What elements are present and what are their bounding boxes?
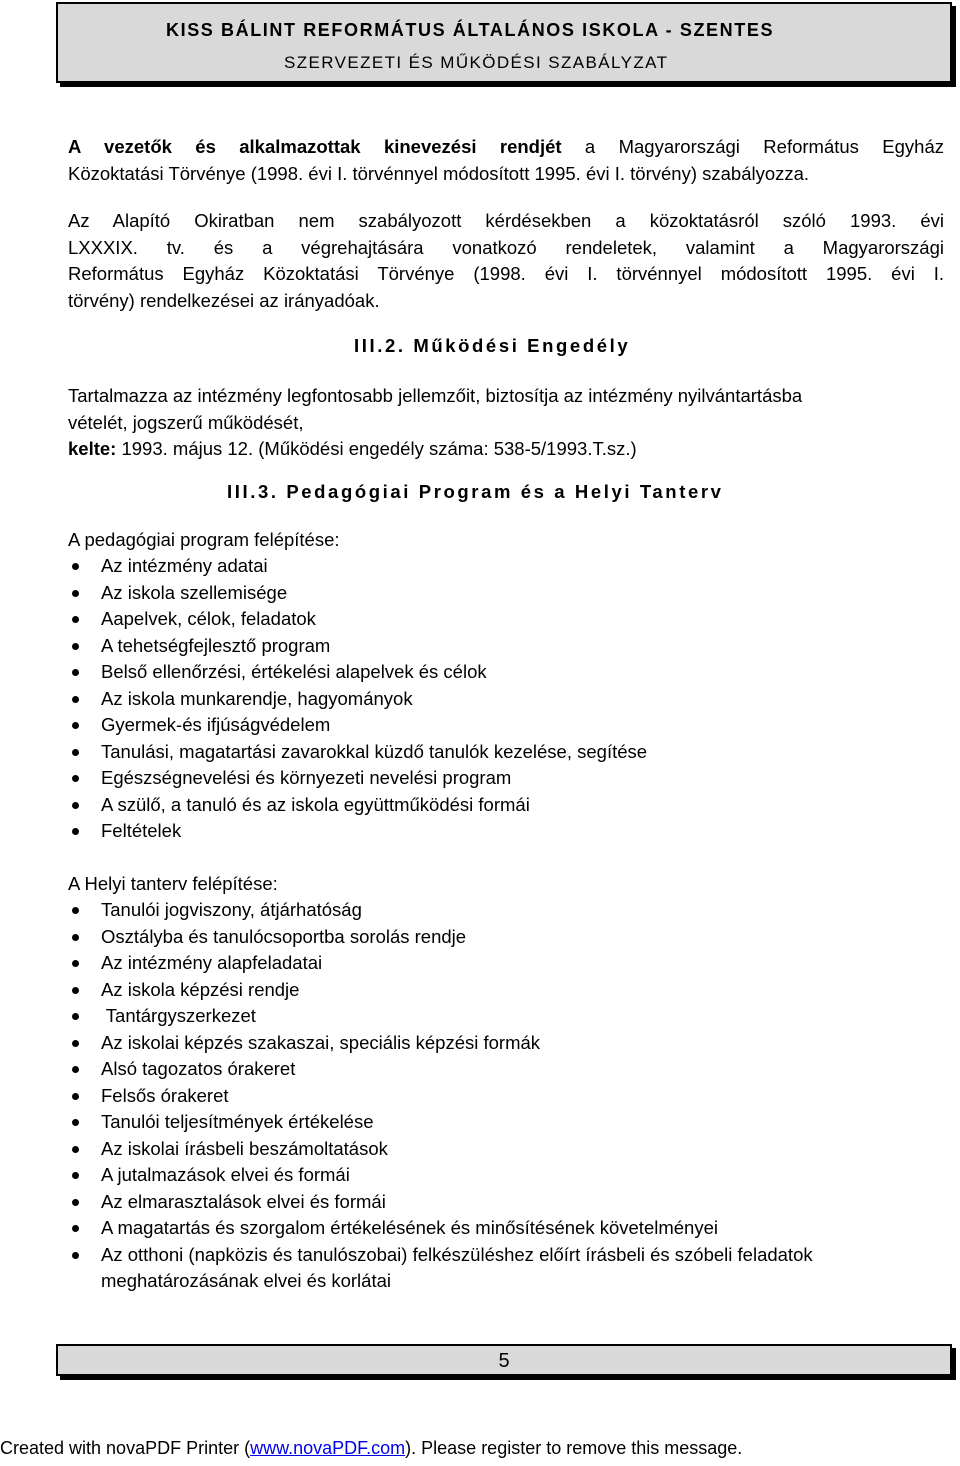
watermark-suffix: ). Please register to remove this message. <box>405 1438 743 1458</box>
bullet-icon <box>72 907 79 914</box>
kelte-label: kelte: <box>68 438 117 459</box>
pedagogical-list-item <box>68 606 647 633</box>
pedagogical-list-item-label: Az iskola munkarendje, hagyományok <box>101 687 413 709</box>
curriculum-list-item-label: Tanulói teljesítmények értékelése <box>101 1111 374 1132</box>
license-paragraph <box>68 383 944 463</box>
kelte-value: 1993. május 12. (Működési engedély száma: 538-5/1993.T.sz.) <box>116 438 637 459</box>
curriculum-list-item <box>68 924 813 951</box>
page-footer <box>56 1344 952 1376</box>
bullet-icon <box>72 722 79 729</box>
novapdf-link[interactable]: www.novaPDF.com <box>250 1438 406 1458</box>
pedagogical-list-item-label: Belső ellenőrzési, értékelési alapelvek és célok <box>101 661 487 682</box>
bullet-icon <box>72 1066 79 1073</box>
curriculum-list-item <box>68 1083 813 1110</box>
pedagogical-list-item-label: A szülő, a tanuló és az iskola együttműködési formái <box>101 793 530 815</box>
curriculum-list-item-label: Az intézmény alapfeladatai <box>101 952 323 973</box>
section-heading-operating-license: III.2. Működési Engedély <box>354 335 631 356</box>
appointment-paragraph <box>68 134 944 187</box>
section-heading-pedagogical-program: III.3. Pedagógiai Program és a Helyi Tanterv <box>227 481 724 502</box>
pedagogical-list-item-label: A tehetségfejlesztő program <box>101 634 331 656</box>
curriculum-list-item-label: Felsős órakeret <box>101 1084 229 1106</box>
curriculum-list-item <box>68 897 813 924</box>
curriculum-list-item <box>68 1215 813 1242</box>
pedagogical-list-item-label: Aapelvek, célok, feladatok <box>101 608 316 629</box>
bullet-icon <box>72 1040 79 1047</box>
bullet-icon <box>72 1119 79 1126</box>
school-name: KISS BÁLINT REFORMÁTUS ÁLTALÁNOS ISKOLA - SZENTES <box>166 20 775 40</box>
appointment-line-1-rest: a Magyarországi Református Egyház <box>561 136 944 157</box>
curriculum-list-item-label: Az iskola képzési rendje <box>101 978 300 1000</box>
bullet-icon <box>72 1146 79 1153</box>
bullet-icon <box>72 590 79 597</box>
bullet-icon <box>72 1013 79 1020</box>
bullet-icon <box>72 1199 79 1206</box>
appointment-line-1 <box>68 134 944 161</box>
pedagogical-list-item <box>68 818 647 845</box>
curriculum-list <box>68 897 813 1295</box>
page-header <box>56 2 952 83</box>
pedagogical-list-item <box>68 739 647 766</box>
curriculum-list-item-label: Tantárgyszerkezet <box>101 1005 256 1026</box>
curriculum-list-item-continuation: meghatározásának elvei és korlátai <box>101 1270 391 1291</box>
curriculum-list-item <box>68 1162 813 1189</box>
page-number: 5 <box>498 1350 510 1372</box>
pedagogical-list-item <box>68 580 647 607</box>
pedagogical-program-list <box>68 553 647 845</box>
bullet-icon <box>72 616 79 623</box>
bullet-icon <box>72 960 79 967</box>
curriculum-intro: A Helyi tanterv felépítése: <box>68 873 278 894</box>
watermark-prefix: Created with novaPDF Printer ( <box>0 1438 251 1458</box>
bullet-icon <box>72 1252 79 1259</box>
regulation-line-3: Református Egyház Közoktatási Törvénye (1998. évi I. törvénnyel módosított 1995. évi I. <box>68 263 944 284</box>
pedagogical-list-item-label: Tanulási, magatartási zavarokkal küzdő tanulók kezelése, segítése <box>101 740 648 762</box>
bullet-icon <box>72 1172 79 1179</box>
curriculum-list-item <box>68 1056 813 1083</box>
curriculum-list-item-label: Alsó tagozatos órakeret <box>101 1058 296 1079</box>
curriculum-list-item <box>68 950 813 977</box>
curriculum-list-item-label: Az otthoni (napközis és tanulószobai) felkészüléshez előírt írásbeli és szóbeli feladatok <box>101 1243 813 1265</box>
pedagogical-list-item-label: Feltételek <box>101 820 182 841</box>
bullet-icon <box>72 828 79 835</box>
regulation-line-4: törvény) rendelkezései az irányadóak. <box>68 289 380 311</box>
bullet-icon <box>72 749 79 756</box>
bullet-icon <box>72 1093 79 1100</box>
curriculum-list-item-label: Az iskolai írásbeli beszámoltatások <box>101 1137 388 1159</box>
bullet-icon <box>72 669 79 676</box>
pedagogical-list-item <box>68 553 647 580</box>
curriculum-list-item-label: Tanulói jogviszony, átjárhatóság <box>101 899 362 920</box>
bullet-icon <box>72 802 79 809</box>
curriculum-list-item-label: A jutalmazások elvei és formái <box>101 1164 350 1185</box>
curriculum-list-item <box>68 1242 813 1295</box>
pedagogical-list-item-label: Az iskola szellemisége <box>101 581 288 603</box>
appointment-line-2: Közoktatási Törvénye (1998. évi I. törvénnyel módosított 1995. évi I. törvény) szabályozza. <box>68 162 810 184</box>
bullet-icon <box>72 696 79 703</box>
curriculum-list-item <box>68 1030 813 1057</box>
curriculum-list-item <box>68 1136 813 1163</box>
bullet-icon <box>72 643 79 650</box>
curriculum-list-item-label: Az iskolai képzés szakaszai, speciális képzési formák <box>101 1031 541 1053</box>
curriculum-list-item <box>68 977 813 1004</box>
curriculum-list-item <box>68 1109 813 1136</box>
pedagogical-list-item <box>68 765 647 792</box>
curriculum-list-item <box>68 1189 813 1216</box>
pedagogical-list-item <box>68 659 647 686</box>
bullet-icon <box>72 1225 79 1232</box>
regulation-line-1: Az Alapító Okiratban nem szabályozott kérdésekben a közoktatásról szóló 1993. évi <box>68 210 944 231</box>
pedagogical-list-item <box>68 633 647 660</box>
curriculum-list-item-label: A magatartás és szorgalom értékelésének és minősítésének követelményei <box>101 1217 718 1238</box>
regulation-paragraph <box>68 208 944 314</box>
license-line-2: vételét, jogszerű működését, <box>68 411 304 433</box>
bullet-icon <box>72 987 79 994</box>
curriculum-list-item <box>68 1003 813 1030</box>
bullet-icon <box>72 563 79 570</box>
bullet-icon <box>72 934 79 941</box>
regulation-line-2: LXXXIX. tv. és a végrehajtására vonatkozó rendeletek, valamint a Magyarországi <box>68 236 944 258</box>
pedagogical-list-item <box>68 686 647 713</box>
license-line-1: Tartalmazza az intézmény legfontosabb jellemzőit, biztosítja az intézmény nyilvántartásba <box>68 385 803 406</box>
license-date-line <box>68 436 944 463</box>
pedagogical-list-item-label: Gyermek-és ifjúságvédelem <box>101 714 331 735</box>
pedagogical-list-item-label: Egészségnevelési és környezeti nevelési program <box>101 767 512 788</box>
pedagogical-list-item <box>68 712 647 739</box>
curriculum-list-item-label: Az elmarasztalások elvei és formái <box>101 1190 386 1212</box>
bullet-icon <box>72 775 79 782</box>
document-title: SZERVEZETI ÉS MŰKÖDÉSI SZABÁLYZAT <box>284 53 669 72</box>
curriculum-list-item-label: Osztályba és tanulócsoportba sorolás rendje <box>101 925 467 947</box>
pedagogical-list-item <box>68 792 647 819</box>
pedagogical-list-item-label: Az intézmény adatai <box>101 555 268 576</box>
watermark-notice <box>0 1438 742 1459</box>
pedagogical-program-intro: A pedagógiai program felépítése: <box>68 529 340 550</box>
appointment-bold: A vezetők és alkalmazottak kinevezési rendjét <box>68 136 562 157</box>
